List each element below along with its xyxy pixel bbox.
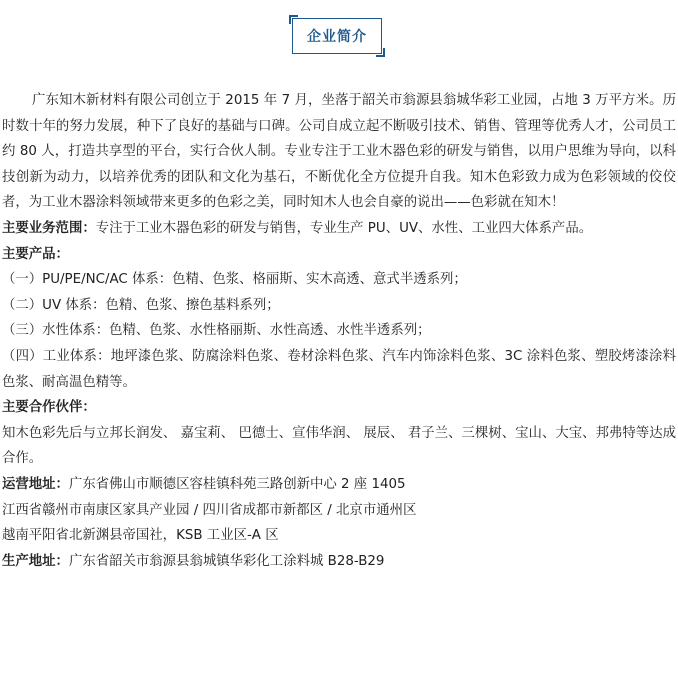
section-title: 企业简介 xyxy=(307,29,367,45)
product-item: （三）水性体系：色精、色浆、水性格丽斯、水性高透、水性半透系列； xyxy=(2,323,431,339)
production-address: 广东省韶关市翁源县翁城镇华彩化工涂料城 B28-B29 xyxy=(68,553,385,569)
products-label: 主要产品： xyxy=(2,246,69,262)
intro-paragraph: 广东知木新材料有限公司创立于 2015 年 7 月，坐落于韶关市翁源县翁城华彩工业园，占地 3 万平方米。历时数十年的努力发展，种下了良好的基础与口碑。公司自成立起不断吸引技术、销售、管理等优秀人才，公司员工约 80 人，打造共享型的平台，实行合伙人制。专业专注于工业木器色彩的研发与销售，以用户思维为导向，以科技创新为动力，以培养优秀的团队和文化为基石，不断优化全方位提升自我。知木色彩致力成为色彩领域的佼佼者，为工业木器涂料领域带来更多的色彩之美，同时知木人也会自豪的说出——色彩就在知木！ xyxy=(2,93,676,211)
operations-address: 广东省佛山市顺德区容桂镇科苑三路创新中心 2 座 1405 xyxy=(68,476,406,492)
products-heading xyxy=(2,242,676,268)
operations-address-line: 江西省赣州市南康区家具产业园 / 四川省成都市新都区 / 北京市通州区 xyxy=(2,502,417,518)
operations-address-line xyxy=(2,472,676,498)
partners-label: 主要合作伙伴： xyxy=(2,400,96,416)
partners-text: 知木色彩先后与立邦长润发、 嘉宝莉、 巴德士、宣伟华润、 展辰、 君子兰、三棵树、宝山、大宝、邦弗特等达成合作。 xyxy=(2,425,676,467)
business-scope-label: 主要业务范围： xyxy=(2,220,96,236)
business-scope-text: 专注于工业木器色彩的研发与销售，专业生产 PU、UV、水性、工业四大体系产品。 xyxy=(95,220,593,236)
production-label: 生产地址： xyxy=(2,553,69,569)
production-address-line xyxy=(2,549,676,575)
operations-label: 运营地址： xyxy=(2,476,69,492)
article-body xyxy=(2,88,676,574)
business-scope-paragraph xyxy=(2,216,676,242)
partners-heading xyxy=(2,395,676,421)
operations-address-line: 越南平阳省北新渊县帝国社，KSB 工业区-A 区 xyxy=(2,528,279,544)
product-item: （二）UV 体系：色精、色浆、擦色基料系列； xyxy=(2,297,280,313)
header-corner-decoration xyxy=(376,48,385,57)
section-header xyxy=(292,18,384,56)
section-title-box xyxy=(292,18,382,54)
product-item: （四）工业体系：地坪漆色浆、防腐涂料色浆、卷材涂料色浆、汽车内饰涂料色浆、3C 涂料色浆、塑胶烤漆涂料色浆、耐高温色精等。 xyxy=(2,348,676,390)
product-item: （一）PU/PE/NC/AC 体系：色精、色浆、格丽斯、实木高透、意式半透系列； xyxy=(2,272,467,288)
